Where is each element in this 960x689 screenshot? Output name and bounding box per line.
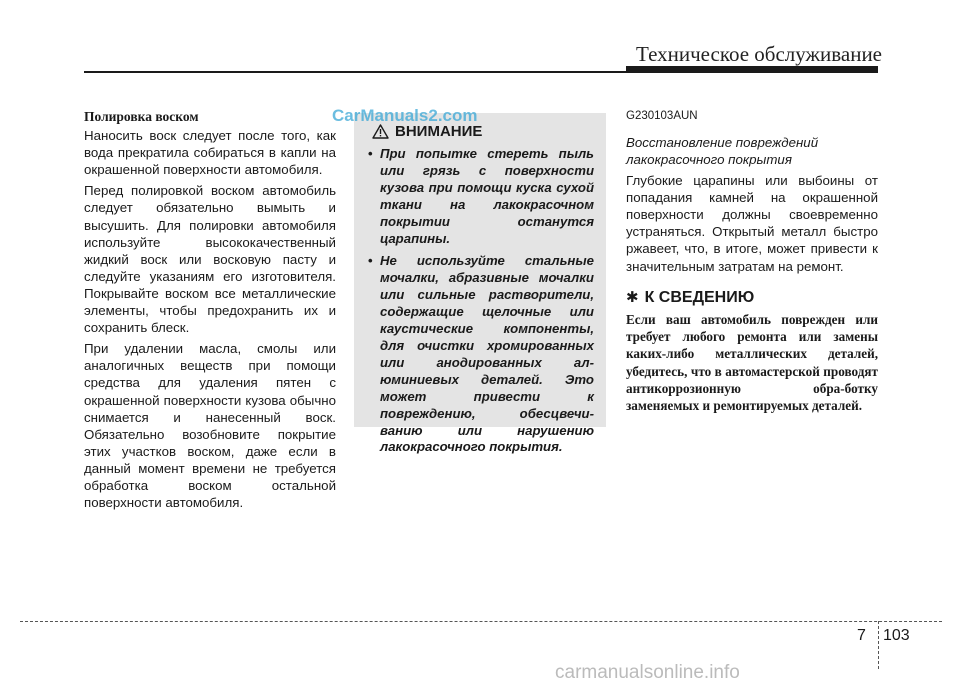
footer-divider [20,621,942,622]
site-watermark: CarManuals2.com [332,106,478,125]
bullet-icon: • [368,253,373,269]
section-heading-waxing: Полировка воском [84,109,199,124]
section-code: G230103AUN [626,110,698,122]
footer-watermark: carmanualsonline.info [555,662,740,683]
chapter-number: 7 [857,627,866,644]
paragraph: Глубокие царапины или выбоины от попадания камней на окрашенной поверхности должны своевременно устраняться. Открытый металл быстро ржавеет, что, в итоге, может привести к значительным затратам на ремонт. [626,173,878,274]
warning-item [368,146,594,247]
right-column [626,108,878,415]
section-heading-paint-repair: Восстановление повреждений лакокрасочного покрытия [626,135,819,168]
warning-title: ВНИМАНИЕ [395,123,483,140]
note-title: К СВЕДЕНИЮ [644,288,755,306]
warning-item-text: При попытке стереть пыль или грязь с поверхности кузова при помощи куска сухой ткани на лакокрасочном покрытии останутся царапины. [380,146,594,246]
note-text: Если ваш автомобиль поврежден или требует любого ремонта или замены каких-либо металлических деталей, убедитесь, что в автомастерской проводят антикоррозионную обра-ботку заменяемых и ремонтируемых деталей. [626,311,878,414]
asterisk-icon: ✱ [626,288,639,306]
bullet-icon: • [368,146,373,161]
note-header [626,289,878,306]
header-rule [84,71,628,73]
warning-triangle-icon [372,124,389,139]
left-column [84,108,336,515]
paragraph: Наносить воск следует после того, как вода прекратила собираться в капли на окрашенной поверхности автомобиля. [84,128,336,178]
page-header-title: Техническое обслуживание [636,42,882,66]
warning-box [354,113,606,455]
header-rule-accent [626,66,878,73]
warning-list [368,146,594,456]
warning-item [368,253,594,456]
warning-item-text: Не используйте стальные мочалки, абразивные мочалки или сильные растворители, содержащие щелочные или каустические компоненты, для очистки хромированных или анодированных ал-юминиевых деталей. Это может привести к повреждению, обесцвечи-ванию или нарушению лакокрасочного покрытия. [380,253,594,455]
footer-vertical-divider [878,621,879,669]
paragraph: Перед полировкой воском автомобиль следует обязательно вымыть и высушить. Для полировки автомобиля используйте высококачественный жидкий воск или восковую пасту и следуйте указаниям его изготовителя. Покрывайте воском все металлические элементы, чтобы предохранить их и сохранить блеск. [84,183,336,336]
page-number: 103 [883,627,910,644]
paragraph: При удалении масла, смолы или аналогичных веществ при помощи средства для удаления пятен с окрашенной поверхности кузова обычно снимается и нанесенный воск. Обязательно возобновите покрытие этих участков воском, даже если в данный момент времени не требуется обработка воском остальной поверхности автомобиля. [84,341,336,511]
